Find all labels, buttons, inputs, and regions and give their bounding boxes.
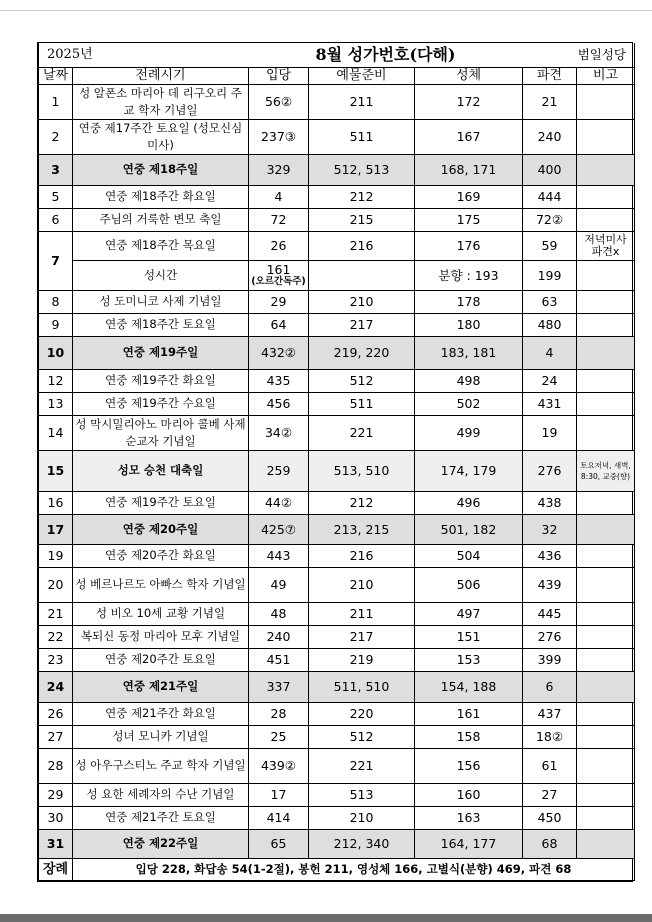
col-header-communion: 성체 bbox=[415, 67, 523, 84]
top-border-line bbox=[0, 10, 652, 11]
remarks-cell bbox=[577, 748, 635, 783]
table-row bbox=[39, 806, 635, 829]
remarks-cell bbox=[577, 415, 635, 450]
date-cell: 23 bbox=[39, 648, 73, 671]
offertory-cell: 219 bbox=[309, 648, 415, 671]
table-row bbox=[39, 602, 635, 625]
dismissal-cell: 59 bbox=[523, 231, 577, 260]
offertory-cell: 212 bbox=[309, 491, 415, 514]
year-label: 2025년 bbox=[39, 43, 249, 67]
col-header-liturgical-season: 전례시기 bbox=[73, 67, 249, 84]
celebration-cell: 연중 제19주일 bbox=[73, 336, 249, 369]
celebration-cell: 연중 제19주간 수요일 bbox=[73, 392, 249, 415]
table-row bbox=[39, 336, 635, 369]
date-cell: 26 bbox=[39, 702, 73, 725]
table-row bbox=[39, 544, 635, 567]
funeral-row bbox=[39, 858, 635, 880]
bottom-bar bbox=[0, 914, 652, 922]
dismissal-cell: 32 bbox=[523, 514, 577, 544]
celebration-cell: 성 도미니코 사제 기념일 bbox=[73, 290, 249, 313]
remarks-cell bbox=[577, 185, 635, 208]
dismissal-cell: 18② bbox=[523, 725, 577, 748]
dismissal-cell: 276 bbox=[523, 625, 577, 648]
table-row bbox=[39, 313, 635, 336]
entrance-cell: 4 bbox=[249, 185, 309, 208]
communion-cell: 151 bbox=[415, 625, 523, 648]
column-header-row bbox=[39, 67, 635, 84]
table-row bbox=[39, 783, 635, 806]
celebration-cell: 복되신 동정 마리아 모후 기념일 bbox=[73, 625, 249, 648]
offertory-cell: 213, 215 bbox=[309, 514, 415, 544]
celebration-cell: 성 베르나르도 아빠스 학자 기념일 bbox=[73, 567, 249, 602]
communion-cell: 160 bbox=[415, 783, 523, 806]
table-row bbox=[39, 415, 635, 450]
entrance-cell: 56② bbox=[249, 84, 309, 119]
remarks-cell bbox=[577, 208, 635, 231]
dismissal-cell: 400 bbox=[523, 154, 577, 185]
offertory-cell: 211 bbox=[309, 602, 415, 625]
entrance-subnote: (오르간독주) bbox=[251, 276, 306, 287]
dismissal-cell: 6 bbox=[523, 671, 577, 702]
table-row bbox=[39, 392, 635, 415]
remarks-cell bbox=[577, 702, 635, 725]
communion-cell: 154, 188 bbox=[415, 671, 523, 702]
entrance-cell: 34② bbox=[249, 415, 309, 450]
celebration-cell: 연중 제17주간 토요일 (성모신심미사) bbox=[73, 119, 249, 154]
dismissal-cell: 61 bbox=[523, 748, 577, 783]
offertory-cell: 219, 220 bbox=[309, 336, 415, 369]
table-row bbox=[39, 648, 635, 671]
communion-cell: 176 bbox=[415, 231, 523, 260]
entrance-cell: 432② bbox=[249, 336, 309, 369]
entrance-cell: 49 bbox=[249, 567, 309, 602]
dismissal-cell: 445 bbox=[523, 602, 577, 625]
table-row bbox=[39, 369, 635, 392]
date-cell: 28 bbox=[39, 748, 73, 783]
entrance-cell: 456 bbox=[249, 392, 309, 415]
celebration-cell: 연중 제20주간 화요일 bbox=[73, 544, 249, 567]
offertory-cell: 512, 513 bbox=[309, 154, 415, 185]
dismissal-cell: 21 bbox=[523, 84, 577, 119]
offertory-cell: 217 bbox=[309, 313, 415, 336]
page-title: 8월 성가번호(다해) bbox=[249, 43, 523, 67]
communion-cell: 506 bbox=[415, 567, 523, 602]
date-cell: 20 bbox=[39, 567, 73, 602]
celebration-cell: 성모 승천 대축일 bbox=[73, 450, 249, 491]
entrance-number: 161 bbox=[266, 262, 291, 277]
offertory-cell: 210 bbox=[309, 567, 415, 602]
dismissal-cell: 68 bbox=[523, 829, 577, 858]
entrance-cell: 443 bbox=[249, 544, 309, 567]
remarks-cell bbox=[577, 544, 635, 567]
remarks-cell bbox=[577, 260, 635, 290]
remarks-cell bbox=[577, 625, 635, 648]
entrance-cell bbox=[249, 260, 309, 290]
celebration-cell: 연중 제18주일 bbox=[73, 154, 249, 185]
date-cell: 29 bbox=[39, 783, 73, 806]
dismissal-cell: 24 bbox=[523, 369, 577, 392]
communion-cell: 175 bbox=[415, 208, 523, 231]
offertory-cell: 210 bbox=[309, 806, 415, 829]
celebration-cell: 연중 제18주간 화요일 bbox=[73, 185, 249, 208]
dismissal-cell: 450 bbox=[523, 806, 577, 829]
dismissal-cell: 436 bbox=[523, 544, 577, 567]
offertory-cell: 512 bbox=[309, 369, 415, 392]
entrance-cell: 17 bbox=[249, 783, 309, 806]
dismissal-cell: 199 bbox=[523, 260, 577, 290]
date-cell: 22 bbox=[39, 625, 73, 648]
offertory-cell: 212, 340 bbox=[309, 829, 415, 858]
date-cell: 27 bbox=[39, 725, 73, 748]
col-header-dismissal: 파견 bbox=[523, 67, 577, 84]
offertory-cell: 210 bbox=[309, 290, 415, 313]
communion-cell: 183, 181 bbox=[415, 336, 523, 369]
date-cell: 19 bbox=[39, 544, 73, 567]
remarks-cell bbox=[577, 154, 635, 185]
date-cell: 5 bbox=[39, 185, 73, 208]
remarks-cell bbox=[577, 290, 635, 313]
table-row bbox=[39, 154, 635, 185]
dismissal-cell: 444 bbox=[523, 185, 577, 208]
date-cell: 6 bbox=[39, 208, 73, 231]
offertory-cell: 511 bbox=[309, 119, 415, 154]
offertory-cell: 512 bbox=[309, 725, 415, 748]
entrance-cell: 48 bbox=[249, 602, 309, 625]
remarks-cell bbox=[577, 369, 635, 392]
communion-cell: 499 bbox=[415, 415, 523, 450]
celebration-cell: 연중 제20주간 토요일 bbox=[73, 648, 249, 671]
date-cell: 9 bbox=[39, 313, 73, 336]
table-row bbox=[39, 725, 635, 748]
communion-cell: 156 bbox=[415, 748, 523, 783]
communion-cell: 163 bbox=[415, 806, 523, 829]
table-row bbox=[39, 829, 635, 858]
entrance-cell: 65 bbox=[249, 829, 309, 858]
table-row bbox=[39, 119, 635, 154]
communion-cell: 178 bbox=[415, 290, 523, 313]
date-cell: 17 bbox=[39, 514, 73, 544]
communion-cell: 분향 : 193 bbox=[415, 260, 523, 290]
table-row bbox=[39, 514, 635, 544]
celebration-cell: 주님의 거룩한 변모 축일 bbox=[73, 208, 249, 231]
table-row bbox=[39, 208, 635, 231]
entrance-cell: 64 bbox=[249, 313, 309, 336]
date-cell: 13 bbox=[39, 392, 73, 415]
date-cell: 8 bbox=[39, 290, 73, 313]
date-cell: 7 bbox=[39, 231, 73, 290]
celebration-cell: 성 아우구스티노 주교 학자 기념일 bbox=[73, 748, 249, 783]
table-row bbox=[39, 84, 635, 119]
col-header-offertory: 예물준비 bbox=[309, 67, 415, 84]
communion-cell: 496 bbox=[415, 491, 523, 514]
offertory-cell: 215 bbox=[309, 208, 415, 231]
dismissal-cell: 240 bbox=[523, 119, 577, 154]
entrance-cell: 337 bbox=[249, 671, 309, 702]
offertory-cell: 513, 510 bbox=[309, 450, 415, 491]
offertory-cell: 220 bbox=[309, 702, 415, 725]
communion-cell: 497 bbox=[415, 602, 523, 625]
dismissal-cell: 480 bbox=[523, 313, 577, 336]
remarks-cell bbox=[577, 336, 635, 369]
dismissal-cell: 27 bbox=[523, 783, 577, 806]
remarks-cell bbox=[577, 313, 635, 336]
entrance-cell: 25 bbox=[249, 725, 309, 748]
funeral-hymns: 입당 228, 화답송 54(1-2절), 봉헌 211, 영성체 166, 고별식(분향) 469, 파견 68 bbox=[73, 858, 635, 880]
celebration-cell: 성 비오 10세 교황 기념일 bbox=[73, 602, 249, 625]
date-cell: 14 bbox=[39, 415, 73, 450]
remarks-cell bbox=[577, 648, 635, 671]
remarks-cell bbox=[577, 567, 635, 602]
celebration-cell: 연중 제21주간 토요일 bbox=[73, 806, 249, 829]
entrance-cell: 28 bbox=[249, 702, 309, 725]
table-row bbox=[39, 702, 635, 725]
celebration-cell: 성 알폰소 마리아 데 리구오리 주교 학자 기념일 bbox=[73, 84, 249, 119]
communion-cell: 169 bbox=[415, 185, 523, 208]
remarks-cell bbox=[577, 783, 635, 806]
entrance-cell: 329 bbox=[249, 154, 309, 185]
communion-cell: 501, 182 bbox=[415, 514, 523, 544]
offertory-cell: 211 bbox=[309, 84, 415, 119]
communion-cell: 174, 179 bbox=[415, 450, 523, 491]
dismissal-cell: 19 bbox=[523, 415, 577, 450]
title-row bbox=[39, 43, 635, 67]
date-cell: 16 bbox=[39, 491, 73, 514]
remarks-cell: 토요저녁, 새벽, 8:30, 교중(향) bbox=[577, 450, 635, 491]
dismissal-cell: 276 bbox=[523, 450, 577, 491]
dismissal-cell: 438 bbox=[523, 491, 577, 514]
dismissal-cell: 431 bbox=[523, 392, 577, 415]
offertory-cell: 511 bbox=[309, 392, 415, 415]
offertory-cell: 511, 510 bbox=[309, 671, 415, 702]
remarks-cell bbox=[577, 491, 635, 514]
remarks-cell bbox=[577, 829, 635, 858]
entrance-cell: 259 bbox=[249, 450, 309, 491]
table-row bbox=[39, 290, 635, 313]
communion-cell: 164, 177 bbox=[415, 829, 523, 858]
offertory-cell bbox=[309, 260, 415, 290]
celebration-cell: 연중 제20주일 bbox=[73, 514, 249, 544]
offertory-cell: 216 bbox=[309, 231, 415, 260]
col-header-date: 날짜 bbox=[39, 67, 73, 84]
entrance-cell: 29 bbox=[249, 290, 309, 313]
entrance-cell: 414 bbox=[249, 806, 309, 829]
date-cell: 1 bbox=[39, 84, 73, 119]
hymn-schedule-table bbox=[38, 43, 635, 881]
offertory-cell: 221 bbox=[309, 415, 415, 450]
table-row bbox=[39, 231, 635, 260]
communion-cell: 161 bbox=[415, 702, 523, 725]
entrance-cell: 435 bbox=[249, 369, 309, 392]
dismissal-cell: 437 bbox=[523, 702, 577, 725]
table-row bbox=[39, 185, 635, 208]
entrance-cell: 240 bbox=[249, 625, 309, 648]
remarks-cell bbox=[577, 602, 635, 625]
remarks-cell bbox=[577, 84, 635, 119]
entrance-cell: 26 bbox=[249, 231, 309, 260]
communion-cell: 167 bbox=[415, 119, 523, 154]
table-row bbox=[39, 491, 635, 514]
entrance-cell: 237③ bbox=[249, 119, 309, 154]
celebration-cell: 성녀 모니카 기념일 bbox=[73, 725, 249, 748]
offertory-cell: 212 bbox=[309, 185, 415, 208]
remarks-cell bbox=[577, 392, 635, 415]
entrance-cell: 425⑦ bbox=[249, 514, 309, 544]
table-row bbox=[39, 450, 635, 491]
communion-cell: 504 bbox=[415, 544, 523, 567]
celebration-cell: 연중 제21주일 bbox=[73, 671, 249, 702]
date-cell: 31 bbox=[39, 829, 73, 858]
celebration-cell: 연중 제21주간 화요일 bbox=[73, 702, 249, 725]
remarks-cell bbox=[577, 725, 635, 748]
entrance-cell: 439② bbox=[249, 748, 309, 783]
date-cell: 12 bbox=[39, 369, 73, 392]
date-cell: 30 bbox=[39, 806, 73, 829]
remarks-cell: 저녁미사 파견x bbox=[577, 231, 635, 260]
dismissal-cell: 4 bbox=[523, 336, 577, 369]
table-row bbox=[39, 748, 635, 783]
table-row bbox=[39, 260, 635, 290]
table-row bbox=[39, 671, 635, 702]
remarks-cell bbox=[577, 671, 635, 702]
celebration-cell: 연중 제18주간 토요일 bbox=[73, 313, 249, 336]
celebration-cell: 연중 제19주간 토요일 bbox=[73, 491, 249, 514]
offertory-cell: 513 bbox=[309, 783, 415, 806]
date-cell: 2 bbox=[39, 119, 73, 154]
dismissal-cell: 399 bbox=[523, 648, 577, 671]
parish-name: 범일성당 bbox=[523, 43, 635, 67]
celebration-cell: 성 요한 세례자의 수난 기념일 bbox=[73, 783, 249, 806]
celebration-cell: 연중 제22주일 bbox=[73, 829, 249, 858]
entrance-cell: 451 bbox=[249, 648, 309, 671]
date-cell: 24 bbox=[39, 671, 73, 702]
communion-cell: 158 bbox=[415, 725, 523, 748]
entrance-cell: 72 bbox=[249, 208, 309, 231]
communion-cell: 172 bbox=[415, 84, 523, 119]
celebration-cell: 연중 제19주간 화요일 bbox=[73, 369, 249, 392]
communion-cell: 180 bbox=[415, 313, 523, 336]
funeral-label: 장례 bbox=[39, 858, 73, 880]
date-cell: 10 bbox=[39, 336, 73, 369]
col-header-remarks: 비고 bbox=[577, 67, 635, 84]
remarks-cell bbox=[577, 806, 635, 829]
offertory-cell: 216 bbox=[309, 544, 415, 567]
communion-cell: 498 bbox=[415, 369, 523, 392]
communion-cell: 502 bbox=[415, 392, 523, 415]
date-cell: 3 bbox=[39, 154, 73, 185]
entrance-cell: 44② bbox=[249, 491, 309, 514]
dismissal-cell: 63 bbox=[523, 290, 577, 313]
table-row bbox=[39, 567, 635, 602]
offertory-cell: 221 bbox=[309, 748, 415, 783]
hymn-schedule-sheet bbox=[37, 42, 633, 882]
communion-cell: 153 bbox=[415, 648, 523, 671]
remarks-cell bbox=[577, 119, 635, 154]
celebration-cell: 성시간 bbox=[73, 260, 249, 290]
communion-cell: 168, 171 bbox=[415, 154, 523, 185]
remarks-cell bbox=[577, 514, 635, 544]
celebration-cell: 연중 제18주간 목요일 bbox=[73, 231, 249, 260]
date-cell: 15 bbox=[39, 450, 73, 491]
date-cell: 21 bbox=[39, 602, 73, 625]
dismissal-cell: 72② bbox=[523, 208, 577, 231]
offertory-cell: 217 bbox=[309, 625, 415, 648]
celebration-cell: 성 막시밀리아노 마리아 콜베 사제 순교자 기념일 bbox=[73, 415, 249, 450]
dismissal-cell: 439 bbox=[523, 567, 577, 602]
table-row bbox=[39, 625, 635, 648]
col-header-entrance: 입당 bbox=[249, 67, 309, 84]
